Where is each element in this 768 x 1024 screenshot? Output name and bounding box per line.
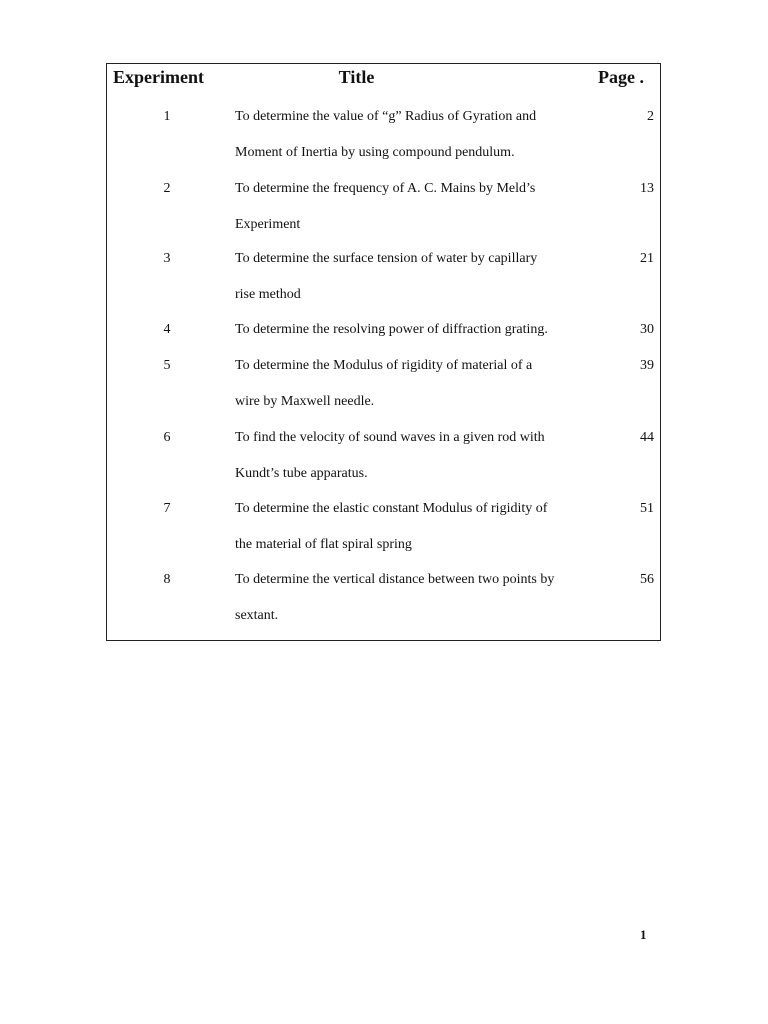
- experiment-title: [235, 500, 595, 572]
- experiment-title: [235, 321, 595, 357]
- page-ref: 13: [640, 181, 654, 196]
- experiment-title: [235, 571, 595, 643]
- page-ref: 30: [640, 322, 654, 337]
- page-number: 1: [640, 927, 647, 942]
- experiment-number: 1: [163, 109, 171, 124]
- page-ref: 2: [647, 109, 654, 124]
- table-rows: [107, 64, 660, 640]
- experiment-title: [235, 180, 595, 252]
- experiment-number: 3: [163, 251, 171, 266]
- experiment-number: 2: [163, 181, 171, 196]
- experiment-number: 8: [163, 572, 171, 587]
- experiment-title-line: To determine the vertical distance between two points by: [235, 572, 555, 587]
- experiment-title-line: Moment of Inertia by using compound pendulum.: [235, 145, 515, 160]
- experiment-title-line: To determine the value of “g” Radius of Gyration and: [235, 109, 537, 124]
- experiment-title: [235, 357, 595, 429]
- experiment-title-line: wire by Maxwell needle.: [235, 394, 375, 409]
- page-ref: 21: [640, 251, 654, 266]
- experiment-title-line: To determine the resolving power of diffraction grating.: [235, 322, 548, 337]
- experiment-title-line: To determine the elastic constant Modulus of rigidity of: [235, 501, 548, 516]
- table-of-contents: [106, 63, 661, 641]
- page-ref: 39: [640, 358, 654, 373]
- experiment-number: 7: [163, 501, 171, 516]
- experiment-title: [235, 429, 595, 501]
- experiment-title-line: sextant.: [235, 608, 279, 623]
- header-title: Title: [338, 67, 375, 87]
- page-ref: 56: [640, 572, 654, 587]
- page-ref: 44: [640, 430, 654, 445]
- header-page: Page .: [598, 67, 644, 87]
- experiment-title-line: Kundt’s tube apparatus.: [235, 466, 368, 481]
- experiment-title: [235, 108, 595, 180]
- experiment-title-line: rise method: [235, 287, 301, 302]
- header-experiment: Experiment: [113, 67, 204, 87]
- experiment-title-line: the material of flat spiral spring: [235, 537, 412, 552]
- experiment-title: [235, 250, 595, 322]
- experiment-title-line: Experiment: [235, 217, 301, 232]
- experiment-number: 6: [163, 430, 171, 445]
- experiment-number: 4: [163, 322, 171, 337]
- experiment-number: 5: [163, 358, 171, 373]
- experiment-title-line: To determine the surface tension of water by capillary: [235, 251, 538, 266]
- experiment-title-line: To determine the Modulus of rigidity of material of a: [235, 358, 533, 373]
- experiment-title-line: To find the velocity of sound waves in a given rod with: [235, 430, 545, 445]
- page-ref: 51: [640, 501, 654, 516]
- experiment-title-line: To determine the frequency of A. C. Mains by Meld’s: [235, 181, 536, 196]
